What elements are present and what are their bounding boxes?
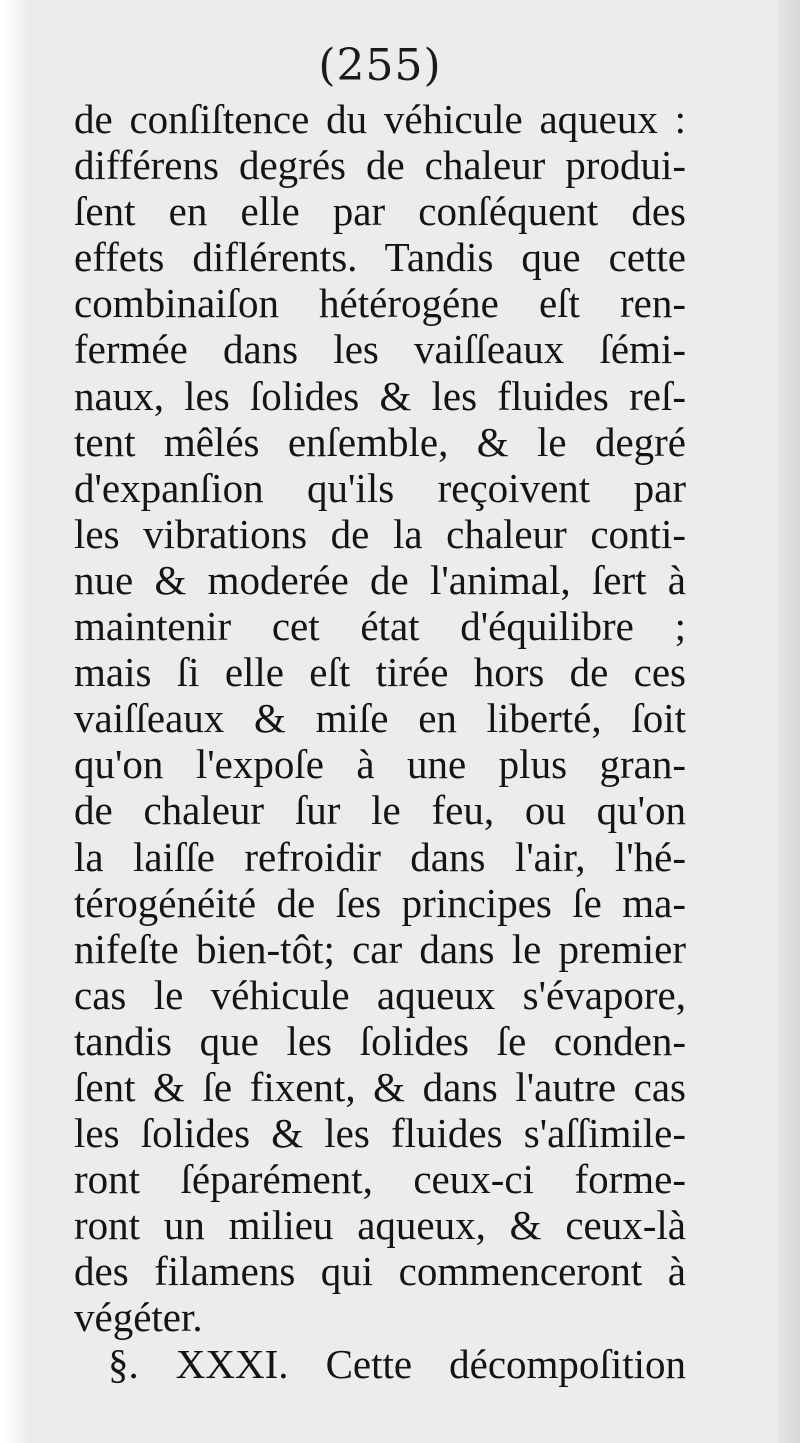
text-line: la laiſſe refroidir dans l'air, l'hé- (74, 833, 686, 880)
text-line: naux, les ſolides & les fluides reſ- (74, 372, 686, 419)
text-line: végéter. (74, 1294, 203, 1341)
text-line: d'expanſion qu'ils reçoivent par (74, 464, 686, 511)
text-line: tandis que les ſolides ſe conden- (74, 1017, 686, 1064)
page-number: (255) (318, 40, 442, 91)
section-heading-line: §. XXXI. Cette décompoſition (108, 1340, 686, 1387)
text-line: ront ſéparément, ceux-ci forme- (74, 1156, 686, 1203)
text-line: vaiſſeaux & miſe en liberté, ſoit (74, 695, 686, 742)
text-line: de conſiſtence du véhicule aqueux : (74, 96, 686, 142)
text-line: tent mêlés enſemble, & le degré (74, 418, 686, 465)
text-line: de chaleur ſur le feu, ou qu'on (74, 787, 686, 834)
text-line: ſent & ſe fixent, & dans l'autre cas (74, 1063, 686, 1110)
body-text (74, 96, 686, 1387)
text-line: des filamens qui commenceront à (74, 1248, 686, 1295)
text-line: nifeſte bien-tôt; car dans le premier (74, 925, 686, 972)
page-left-margin (0, 0, 32, 1443)
text-line: combinaiſon hétérogéne eſt ren- (74, 280, 686, 327)
text-line: ſent en elle par conſéquent des (74, 188, 686, 235)
text-line: les vibrations de la chaleur conti- (74, 510, 686, 557)
text-line: nue & moderée de l'animal, ſert à (74, 556, 686, 603)
text-line: fermée dans les vaiſſeaux ſémi- (74, 326, 686, 373)
text-line: effets diflérents. Tandis que cette (74, 234, 686, 281)
text-line: maintenir cet état d'équilibre ; (74, 603, 686, 650)
page-right-shadow (778, 0, 800, 1443)
text-line: ront un milieu aqueux, & ceux-là (74, 1202, 686, 1249)
text-line: différens degrés de chaleur produi- (74, 142, 686, 189)
text-line: cas le véhicule aqueux s'évapore, (74, 971, 686, 1018)
text-line: térogénéité de ſes principes ſe ma- (74, 879, 686, 926)
text-line: qu'on l'expoſe à une plus gran- (74, 741, 686, 788)
text-line: les ſolides & les fluides s'aſſimile- (74, 1110, 686, 1157)
text-line: mais ſi elle eſt tirée hors de ces (74, 649, 686, 696)
